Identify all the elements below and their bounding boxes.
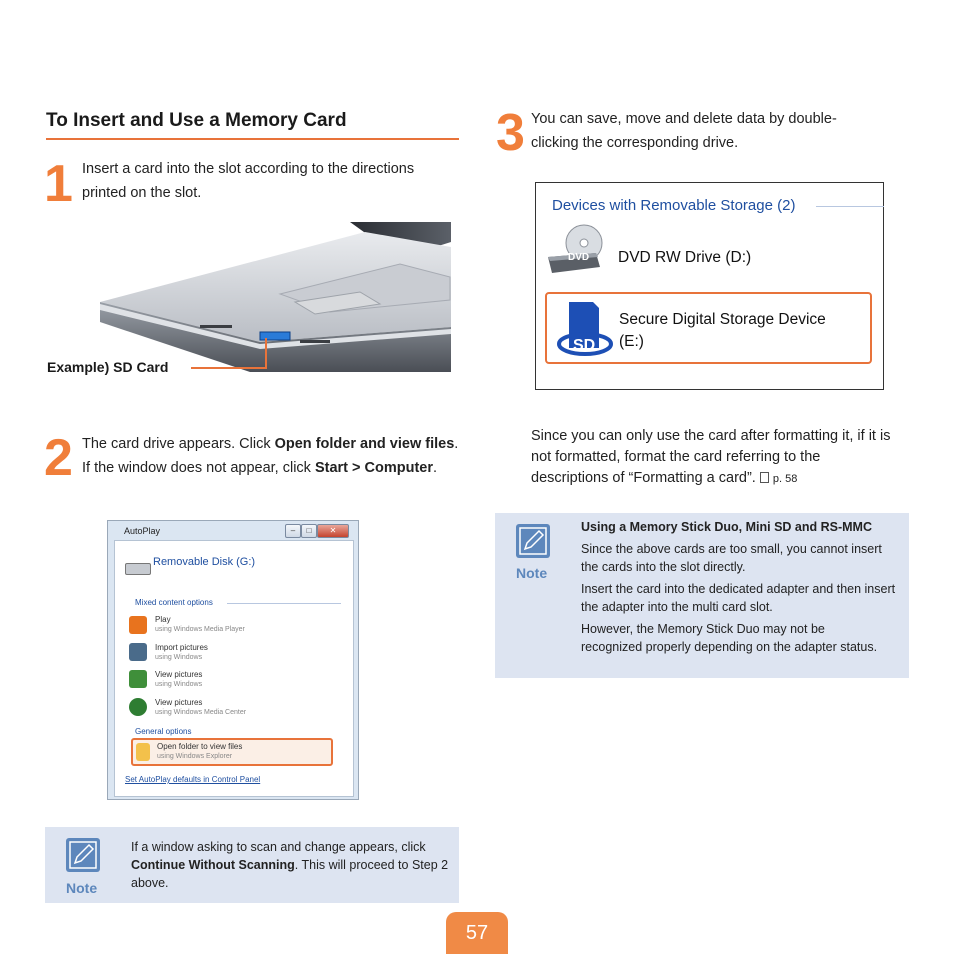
page-ref[interactable]: p. 58 [772,473,798,485]
autoplay-defaults-link[interactable]: Set AutoPlay defaults in Control Panel [125,775,261,784]
general-options-heading: General options [135,727,192,736]
note-text-1: If a window asking to scan and change appears, click Continue Without Scanning. This will proceed to Step 2 above. [131,840,449,890]
note-2-para-1: Since the above cards are too small, you cannot insert the cards into the slot directly. [581,542,882,574]
callout-leader-horizontal [191,367,267,369]
sd-card-icon [551,298,613,360]
dvd-drive-icon [546,223,604,275]
removable-disk-icon [125,563,151,575]
laptop-sd-slot-image [100,222,451,372]
sd-device-name: Secure Digital Storage Device [619,311,826,328]
folder-icon [136,743,150,761]
removable-storage-panel [535,182,884,390]
continue-without-scanning-emphasis: Continue Without Scanning [131,858,295,872]
note-pencil-icon [516,524,550,558]
autoplay-title: AutoPlay [124,526,161,536]
mixed-content-heading: Mixed content options [135,598,213,607]
step-2-text: The card drive appears. Click Open folder and view files. If the window does not appear, click Start > Computer. [82,436,459,476]
option-open-folder[interactable]: Open folder to view files using Windows Explorer [131,738,333,766]
media-center-icon [129,698,147,716]
note-box-2 [495,513,909,678]
device-name: Removable Disk (G:) [153,556,256,568]
sd-device-highlight[interactable] [545,292,872,364]
minimize-button[interactable]: – [285,524,301,538]
note-2-para-3: However, the Memory Stick Duo may not be recognized properly depending on the adapter status. [581,622,878,654]
photo-gallery-icon [129,670,147,688]
sd-device-drive: (E:) [619,333,644,350]
open-folder-emphasis: Open folder and view files [274,436,455,452]
step-1-text: Insert a card into the slot according to the directions printed on the slot. [82,161,415,201]
heading-divider [46,138,459,140]
section-title: To Insert and Use a Memory Card [46,110,347,131]
step-2-number: 2 [44,429,73,487]
note-label-1: Note [66,880,98,896]
sd-card-callout: Example) SD Card [47,359,169,375]
svg-text:SD: SD [573,337,596,354]
removable-storage-heading: Devices with Removable Storage (2) [552,197,796,214]
note-2-title: Using a Memory Stick Duo, Mini SD and RS-MMC [581,520,872,534]
step-3-text: You can save, move and delete data by double-clicking the corresponding drive. [531,111,837,151]
page-ref-icon [760,472,769,483]
start-computer-emphasis: Start > Computer [314,460,433,476]
note-2-para-2: Insert the card into the dedicated adapter and then insert the adapter into the multi card slot. [581,582,896,614]
maximize-button[interactable]: □ [301,524,317,538]
note-pencil-icon [66,838,100,872]
step-3-number: 3 [496,104,525,162]
note-label-2: Note [516,565,548,581]
dvd-badge: DVD [568,252,590,263]
step-1-number: 1 [44,155,73,213]
callout-leader-vertical [265,338,267,369]
autoplay-body: Removable Disk (G:) Mixed content options Play using Windows Media Player Import pictures using Windows View pictures using Windows View pictures using Windows Media Center General options Open folder to view files using Windows Explorer Set AutoPlay defaults in Control Panel [114,540,354,797]
autoplay-window [107,520,359,800]
dvd-drive-name: DVD RW Drive (D:) [618,249,752,266]
note-box-1 [45,827,459,903]
close-button[interactable]: ✕ [317,524,349,538]
page-number: 57 [446,912,508,954]
format-instruction: Since you can only use the card after formatting it, if it is not formatted, format the card referring to the descriptions of “Formatting a card”. p. 58 [531,428,891,486]
camera-icon [129,643,147,661]
media-player-icon [129,616,147,634]
